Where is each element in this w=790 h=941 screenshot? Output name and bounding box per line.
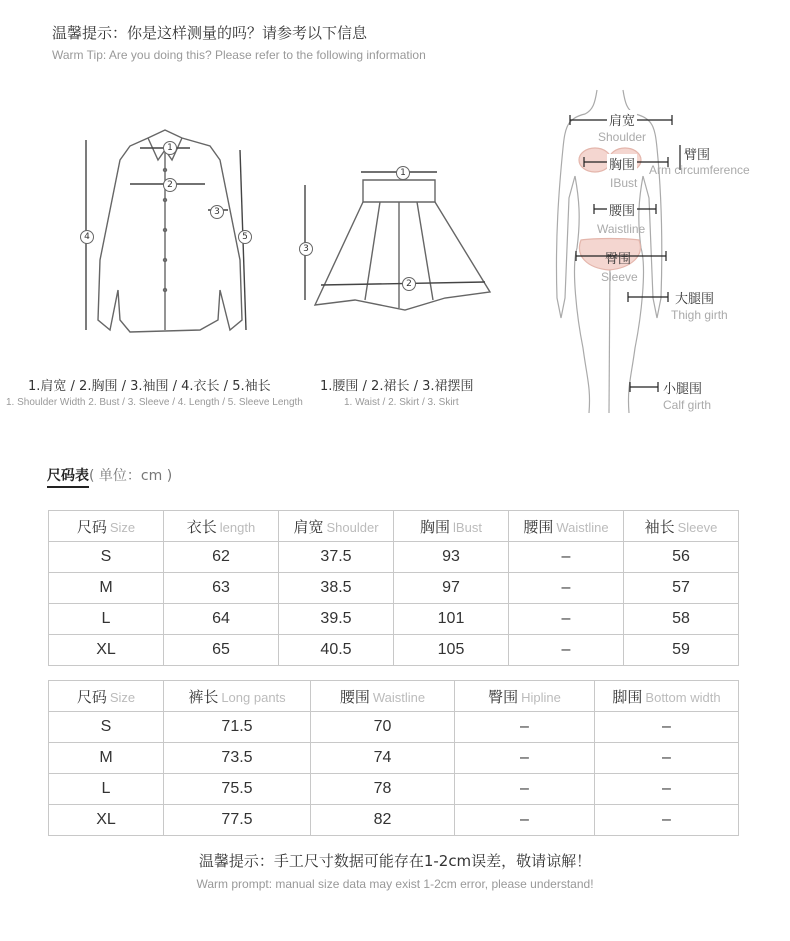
cell-value: 71.5 <box>164 712 311 743</box>
cell-value: 101 <box>394 604 509 635</box>
label-calf-en: Calf girth <box>663 398 712 412</box>
table-row <box>49 743 739 774</box>
label-waist-en: Waistline <box>597 222 646 236</box>
header-waistline: 腰围 Waistline <box>311 681 455 712</box>
cell-value: 77.5 <box>164 805 311 836</box>
cell-value: 63 <box>164 573 279 604</box>
size-chart-unit: ( 单位：cm ) <box>89 468 173 484</box>
cell-value: 74 <box>311 743 455 774</box>
shirt-marker-3: 3 <box>210 205 224 219</box>
header-length: 衣长 length <box>164 511 279 542</box>
cell-value: 56 <box>624 542 739 573</box>
header-shoulder: 肩宽 Shoulder <box>279 511 394 542</box>
label-arm-en: Arm circumference <box>649 163 750 177</box>
skirt-caption: 1.腰围 / 2.裙长 / 3.裙摆围 <box>320 379 474 394</box>
label-hip: 臀围 <box>605 252 632 267</box>
cell-value: 65 <box>164 635 279 666</box>
label-arm: 臂围 <box>684 148 711 163</box>
label-bust: 胸围 <box>607 154 637 173</box>
cell-value: 64 <box>164 604 279 635</box>
header-hipline: 臀围 Hipline <box>455 681 595 712</box>
cell-size: S <box>49 712 164 743</box>
cell-value: 62 <box>164 542 279 573</box>
cell-value: 40.5 <box>279 635 394 666</box>
skirt-marker-1: 1 <box>396 166 410 180</box>
table-row <box>49 604 739 635</box>
tip-heading: 温馨提示：你是这样测量的吗？请参考以下信息 <box>52 24 368 42</box>
footer-note-en: Warm prompt: manual size data may exist 1-2cm error, please understand! <box>196 877 594 891</box>
cell-value: 75.5 <box>164 774 311 805</box>
header-size: 尺码 Size <box>49 511 164 542</box>
cell-value: 38.5 <box>279 573 394 604</box>
table-row <box>49 573 739 604</box>
label-waist: 腰围 <box>607 200 637 219</box>
skirt-illustration <box>295 160 505 320</box>
skirt-caption-en: 1. Waist / 2. Skirt / 3. Skirt <box>344 397 459 408</box>
cell-value: – <box>455 805 595 836</box>
header-bust: 胸围 lBust <box>394 511 509 542</box>
header-sleeve: 袖长 Sleeve <box>624 511 739 542</box>
table-row <box>49 774 739 805</box>
cell-value: – <box>455 774 595 805</box>
cell-value: 93 <box>394 542 509 573</box>
cell-value: – <box>595 805 739 836</box>
shirt-caption: 1.肩宽 / 2.胸围 / 3.袖围 / 4.衣长 / 5.袖长 <box>28 379 271 394</box>
skirt-marker-2: 2 <box>402 277 416 291</box>
cell-value: 82 <box>311 805 455 836</box>
cell-value: 105 <box>394 635 509 666</box>
cell-value: – <box>509 542 624 573</box>
cell-value: 73.5 <box>164 743 311 774</box>
cell-size: M <box>49 573 164 604</box>
label-shoulder-en: Shoulder <box>598 130 647 144</box>
table-header-row <box>49 681 739 712</box>
header-pants-length: 裤长 Long pants <box>164 681 311 712</box>
cell-value: 97 <box>394 573 509 604</box>
footer-note: 温馨提示：手工尺寸数据可能存在1-2cm误差，敬请谅解！ <box>198 852 592 870</box>
label-shoulder: 肩宽 <box>607 110 637 129</box>
cell-size: L <box>49 774 164 805</box>
tip-subheading: Warm Tip: Are you doing this? Please refer to the following information <box>52 48 426 62</box>
shirt-marker-1: 1 <box>163 141 177 155</box>
cell-value: 58 <box>624 604 739 635</box>
cell-value: 39.5 <box>279 604 394 635</box>
cell-value: – <box>455 743 595 774</box>
table-row <box>49 805 739 836</box>
table-row <box>49 635 739 666</box>
cell-value: – <box>509 604 624 635</box>
size-chart-heading: 尺码表 <box>47 468 89 488</box>
size-chart-title <box>47 465 172 485</box>
header-waistline: 腰围 Waistline <box>509 511 624 542</box>
top-size-table <box>48 510 739 666</box>
cell-size: L <box>49 604 164 635</box>
cell-value: – <box>595 712 739 743</box>
cell-size: M <box>49 743 164 774</box>
label-hip-en: Sleeve <box>601 270 638 284</box>
skirt-marker-3: 3 <box>299 242 313 256</box>
shirt-marker-2: 2 <box>163 178 177 192</box>
table-row <box>49 542 739 573</box>
cell-value: – <box>509 573 624 604</box>
label-thigh: 大腿围 <box>675 292 715 307</box>
table-header-row <box>49 511 739 542</box>
label-bust-en: IBust <box>610 176 638 190</box>
cell-value: 70 <box>311 712 455 743</box>
cell-value: 59 <box>624 635 739 666</box>
label-thigh-en: Thigh girth <box>671 308 728 322</box>
header-bottom-width: 脚围 Bottom width <box>595 681 739 712</box>
cell-value: 57 <box>624 573 739 604</box>
cell-value: 78 <box>311 774 455 805</box>
label-calf: 小腿围 <box>663 382 703 397</box>
shirt-marker-5: 5 <box>238 230 252 244</box>
cell-size: S <box>49 542 164 573</box>
shirt-caption-en: 1. Shoulder Width 2. Bust / 3. Sleeve / 4. Length / 5. Sleeve Length <box>6 397 303 408</box>
cell-value: – <box>509 635 624 666</box>
cell-value: – <box>595 774 739 805</box>
cell-value: – <box>595 743 739 774</box>
cell-size: XL <box>49 635 164 666</box>
header-size: 尺码 Size <box>49 681 164 712</box>
cell-value: – <box>455 712 595 743</box>
pants-size-table <box>48 680 739 836</box>
shirt-marker-4: 4 <box>80 230 94 244</box>
table-row <box>49 712 739 743</box>
cell-size: XL <box>49 805 164 836</box>
cell-value: 37.5 <box>279 542 394 573</box>
